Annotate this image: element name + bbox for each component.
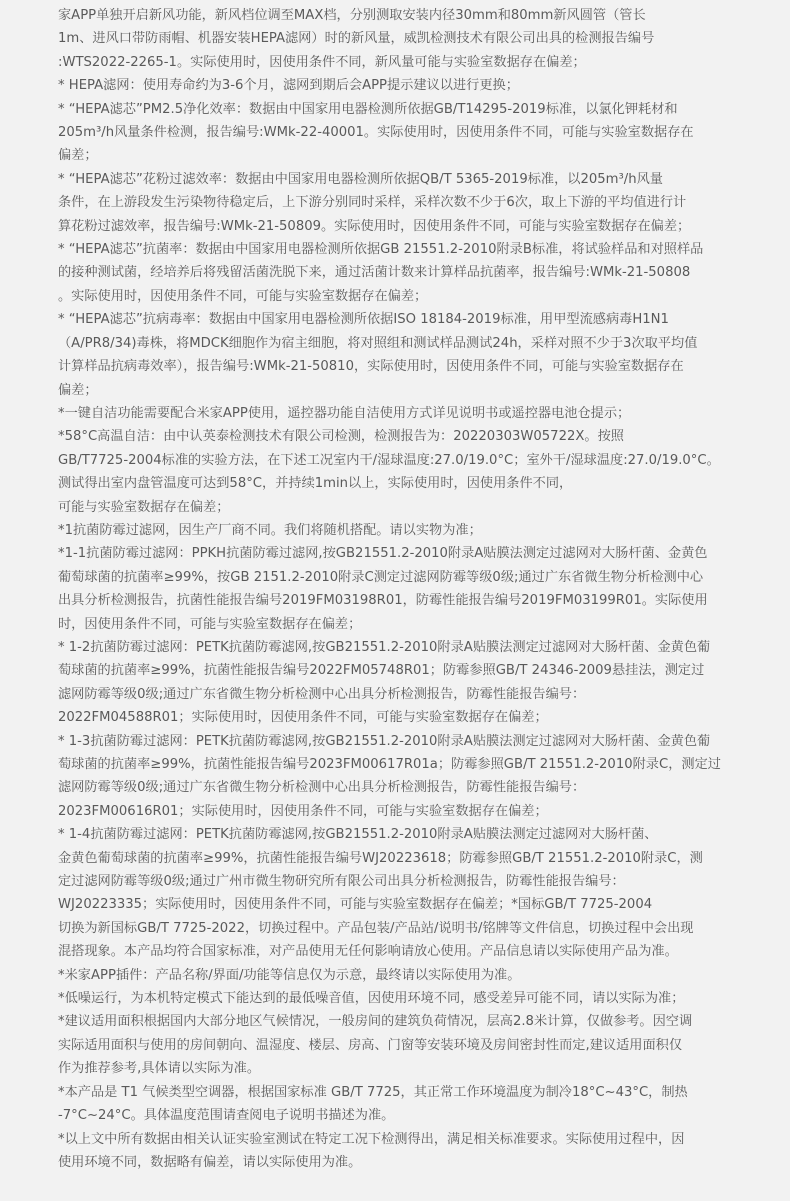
disclaimer-line: 使用环境不同，数据略有偏差，请以实际使用为准。 bbox=[58, 1154, 362, 1170]
disclaimer-line: （A/PR8/34)毒株，将MDCK细胞作为宿主细胞，将对照组和测试样品测试24h，采样对照不少于3次取平均值 bbox=[58, 335, 698, 351]
disclaimer-line: *一键自洁功能需要配合米家APP使用，遥控器功能自洁使用方式详见说明书或遥控器电池仓提示； bbox=[58, 405, 631, 421]
disclaimer-line: 萄球菌的抗菌率≥99%，抗菌性能报告编号2023FM00617R01a；防霉参照GB/T 21551.2-2010附录C，测定过 bbox=[58, 757, 721, 772]
disclaimer-line: * “HEPA滤芯”抗病毒率：数据由中国家用电器检测所依据ISO 18184-2019标准，用甲型流感病毒H1N1 bbox=[58, 312, 669, 328]
disclaimer-line: *1抗菌防霉过滤网，因生产厂商不同。我们将随机搭配。请以实物为准； bbox=[58, 522, 482, 538]
disclaimer-line: 可能与实验室数据存在偏差； bbox=[58, 499, 230, 515]
disclaimer-line: 2023FM00616R01；实际使用时，因使用条件不同，可能与实验室数据存在偏差； bbox=[58, 803, 548, 819]
disclaimer-line: 时，因使用条件不同，可能与实验室数据存在偏差； bbox=[58, 616, 362, 632]
disclaimer-line: * HEPA滤网：使用寿命约为3-6个月，滤网到期后会APP提示建议以进行更换； bbox=[58, 78, 519, 94]
disclaimer-line: 滤网防霉等级0级;通过广东省微生物分析检测中心出具分析检测报告，防霉性能报告编号： bbox=[58, 686, 586, 702]
disclaimer-line: 偏差； bbox=[58, 382, 98, 398]
disclaimer-line: 1m、进风口带防雨帽、机器安装HEPA滤网）时的新风量，威凯检测技术有限公司出具的检测报告编号 bbox=[58, 31, 655, 47]
disclaimer-notes bbox=[58, 4, 752, 1174]
disclaimer-line: 2022FM04588R01；实际使用时，因使用条件不同，可能与实验室数据存在偏差； bbox=[58, 710, 548, 726]
disclaimer-line: 混搭现象。本产品均符合国家标准，对产品使用无任何影响请放心使用。产品信息请以实际使用产品为准。 bbox=[58, 944, 678, 960]
disclaimer-line: *以上文中所有数据由相关认证实验室测试在特定工况下检测得出，满足相关标准要求。实际使用过程中，因 bbox=[58, 1131, 685, 1147]
disclaimer-line: * “HEPA滤芯”抗菌率：数据由中国家用电器检测所依据GB 21551.2-2010附录B标准，将试验样品和对照样品 bbox=[58, 242, 704, 258]
disclaimer-line: 205m³/h风量条件检测，报告编号:WMk-22-40001。实际使用时，因使用条件不同，可能与实验室数据存在 bbox=[58, 125, 694, 141]
disclaimer-line: *低噪运行，为本机特定模式下能达到的最低噪音值，因使用环境不同，感受差异可能不同，请以实际为准； bbox=[58, 991, 685, 1007]
disclaimer-line: * 1-2抗菌防霉过滤网：PETK抗菌防霉滤网,按GB21551.2-2010附录A贴膜法测定过滤网对大肠杆菌、金黄色葡 bbox=[58, 639, 711, 655]
disclaimer-line: * “HEPA滤芯”花粉过滤效率：数据由中国家用电器检测所依据QB/T 5365-2019标准，以205m³/h风量 bbox=[58, 171, 663, 187]
disclaimer-line: 算花粉过滤效率，报告编号:WMk-21-50809。实际使用时，因使用条件不同，可能与实验室数据存在偏差； bbox=[58, 218, 691, 234]
disclaimer-line: 家APP单独开启新风功能，新风档位调至MAX档，分别测取安装内径30mm和80mm新风圆管（管长 bbox=[58, 8, 646, 23]
disclaimer-line: *米家APP插件：产品名称/界面/功能等信息仅为示意，最终请以实际使用为准。 bbox=[58, 967, 521, 983]
disclaimer-line: 测试得出室内盘管温度可达到58°C，并持续1min以上，实际使用时，因使用条件不同， bbox=[58, 476, 573, 492]
disclaimer-line: 计算样品抗病毒效率），报告编号:WMk-21-50810，实际使用时，因使用条件不同，可能与实验室数据存在 bbox=[58, 359, 684, 375]
disclaimer-line: *1-1抗菌防霉过滤网：PPKH抗菌防霉过滤网,按GB21551.2-2010附录A贴膜法测定过滤网对大肠杆菌、金黄色 bbox=[58, 546, 708, 562]
disclaimer-line: WJ20223335；实际使用时，因使用条件不同，可能与实验室数据存在偏差；*国标GB/T 7725-2004 bbox=[58, 897, 653, 913]
disclaimer-line: *本产品是 T1 气候类型空调器，根据国家标准 GB/T 7725，其正常工作环境温度为制冷18°C~43°C，制热 bbox=[58, 1084, 688, 1100]
disclaimer-line: 。实际使用时，因使用条件不同，可能与实验室数据存在偏差； bbox=[58, 288, 428, 304]
disclaimer-line: 定过滤网防霉等级0级;通过广州市微生物研究所有限公司出具分析检测报告，防霉性能报告编号： bbox=[58, 874, 625, 890]
disclaimer-line: 葡萄球菌的抗菌率≥99%，按GB 2151.2-2010附录C测定过滤网防霉等级0级;通过广东省微生物分析检测中心 bbox=[58, 569, 704, 585]
disclaimer-line: 条件，在上游段发生污染物待稳定后，上下游分别同时采样，采样次数不少于6次，取上下游的平均值进行计 bbox=[58, 195, 687, 211]
disclaimer-line: 实际适用面积与使用的房间朝向、温湿度、楼层、房高、门窗等安装环境及房间密封性而定,建议适用面积仅 bbox=[58, 1037, 683, 1053]
disclaimer-line: *58°C高温自洁：由中认英泰检测技术有限公司检测，检测报告为：20220303W05722X。按照 bbox=[58, 429, 624, 445]
disclaimer-line: 滤网防霉等级0级;通过广东省微生物分析检测中心出具分析检测报告，防霉性能报告编号： bbox=[58, 780, 586, 796]
disclaimer-line: 金黄色葡萄球菌的抗菌率≥99%，抗菌性能报告编号WJ20223618；防霉参照GB/T 21551.2-2010附录C，测 bbox=[58, 850, 703, 866]
disclaimer-line: :WTS2022-2265-1。实际使用时，因使用条件不同，新风量可能与实验室数据存在偏差； bbox=[58, 54, 586, 70]
disclaimer-line: * “HEPA滤芯”PM2.5净化效率：数据由中国家用电器检测所依据GB/T14295-2019标准，以氯化钾耗材和 bbox=[58, 101, 678, 117]
disclaimer-line: *建议适用面积根据国内大部分地区气候情况，一般房间的建筑负荷情况，层高2.8米计算，仅做参考。因空调 bbox=[58, 1014, 693, 1030]
disclaimer-line: * 1-4抗菌防霉过滤网：PETK抗菌防霉滤网,按GB21551.2-2010附录A贴膜法测定过滤网对大肠杆菌、 bbox=[58, 827, 658, 843]
disclaimer-line: 出具分析检测报告，抗菌性能报告编号2019FM03198R01，防霉性能报告编号2019FM03199R01。实际使用 bbox=[58, 593, 708, 609]
disclaimer-line: 切换为新国标GB/T 7725-2022，切换过程中。产品包装/产品站/说明书/铭牌等文件信息，切换过程中会出现 bbox=[58, 920, 694, 936]
disclaimer-line: * 1-3抗菌防霉过滤网：PETK抗菌防霉滤网,按GB21551.2-2010附录A贴膜法测定过滤网对大肠杆菌、金黄色葡 bbox=[58, 733, 711, 749]
disclaimer-line: -7°C~24°C。具体温度范围请查阅电子说明书描述为准。 bbox=[58, 1108, 395, 1124]
disclaimer-line: 作为推荐参考,具体请以实际为准。 bbox=[58, 1061, 261, 1077]
disclaimer-line: 的接种测试菌，经培养后将残留活菌洗脱下来，通过活菌计数来计算样品抗菌率，报告编号:WMk-21-50808 bbox=[58, 265, 691, 281]
disclaimer-line: 萄球菌的抗菌率≥99%，抗菌性能报告编号2022FM05748R01；防霉参照GB/T 24346-2009悬挂法，测定过 bbox=[58, 663, 705, 679]
disclaimer-line: 偏差； bbox=[58, 148, 98, 164]
disclaimer-line: GB/T7725-2004标准的实验方法，在下述工况室内干/湿球温度:27.0/19.0°C；室外干/湿球温度:27.0/19.0°C。 bbox=[58, 452, 720, 468]
